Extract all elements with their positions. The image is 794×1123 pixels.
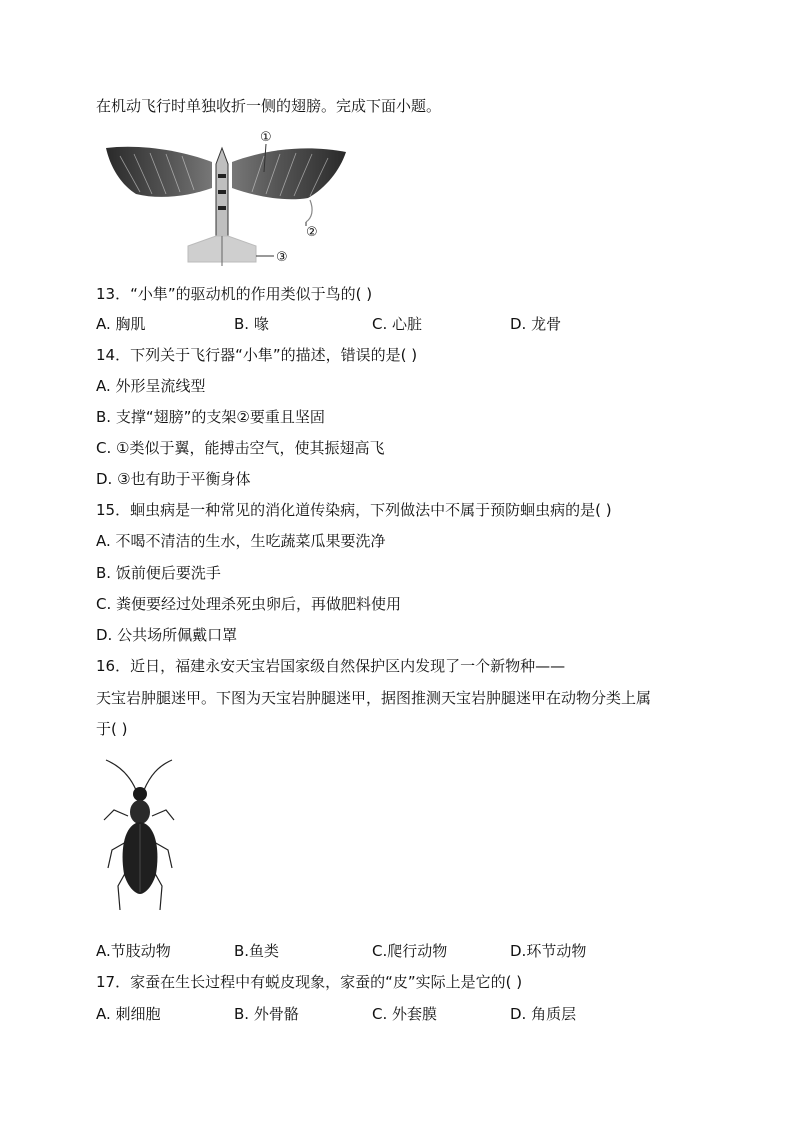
aircraft-figure <box>100 126 360 272</box>
q15-option-a: A. 不喝不清洁的生水，生吃蔬菜瓜果要洗净 <box>96 532 386 550</box>
label-1: ① <box>260 130 272 145</box>
q16-stem-line1: 16．近日，福建永安天宝岩国家级自然保护区内发现了一个新物种—— <box>96 657 566 675</box>
q13-stem: 13．“小隼”的驱动机的作用类似于鸟的( ) <box>96 285 373 303</box>
q16-stem-line2: 天宝岩肿腿迷甲。下图为天宝岩肿腿迷甲，据图推测天宝岩肿腿迷甲在动物分类上属 <box>96 689 652 707</box>
q17-stem: 17．家蚕在生长过程中有蜕皮现象，家蚕的“皮”实际上是它的( ) <box>96 973 523 991</box>
q13-option-d: D. 龙骨 <box>510 315 562 333</box>
label-2: ② <box>306 225 318 240</box>
q14-stem: 14．下列关于飞行器“小隼”的描述，错误的是( ) <box>96 346 418 364</box>
q17-option-b: B. 外骨骼 <box>234 1005 299 1023</box>
label-3: ③ <box>276 250 288 265</box>
q15-option-d: D. 公共场所佩戴口罩 <box>96 626 238 644</box>
q14-option-a: A. 外形呈流线型 <box>96 377 206 395</box>
q17-option-d: D. 角质层 <box>510 1005 577 1023</box>
intro-text: 在机动飞行时单独收折一侧的翅膀。完成下面小题。 <box>96 97 442 115</box>
q16-option-a: A.节肢动物 <box>96 942 171 960</box>
q15-option-b: B. 饭前便后要洗手 <box>96 564 221 582</box>
left-wing <box>106 147 212 197</box>
q17-option-c: C. 外套膜 <box>372 1005 438 1023</box>
q16-option-d: D.环节动物 <box>510 942 587 960</box>
q14-option-c: C. ①类似于翼，能搏击空气，使其振翅高飞 <box>96 439 385 457</box>
q16-option-c: C.爬行动物 <box>372 942 448 960</box>
q17-option-a: A. 刺细胞 <box>96 1005 161 1023</box>
beetle-thorax <box>130 800 150 824</box>
q13-option-b: B. 喙 <box>234 315 269 333</box>
q16-stem-line3: 于( ) <box>96 720 128 738</box>
q13-option-a: A. 胸肌 <box>96 315 146 333</box>
q16-option-b: B.鱼类 <box>234 942 280 960</box>
q15-stem: 15．蛔虫病是一种常见的消化道传染病，下列做法中不属于预防蛔虫病的是( ) <box>96 501 612 519</box>
right-wing <box>232 148 346 199</box>
q14-option-d: D. ③也有助于平衡身体 <box>96 470 251 488</box>
q13-option-c: C. 心脏 <box>372 315 423 333</box>
beetle-head <box>133 787 147 801</box>
q14-option-b: B. 支撑“翅膀”的支架②要重且坚固 <box>96 408 325 426</box>
beetle-figure <box>100 758 180 928</box>
q15-option-c: C. 粪便要经过处理杀死虫卵后，再做肥料使用 <box>96 595 402 613</box>
